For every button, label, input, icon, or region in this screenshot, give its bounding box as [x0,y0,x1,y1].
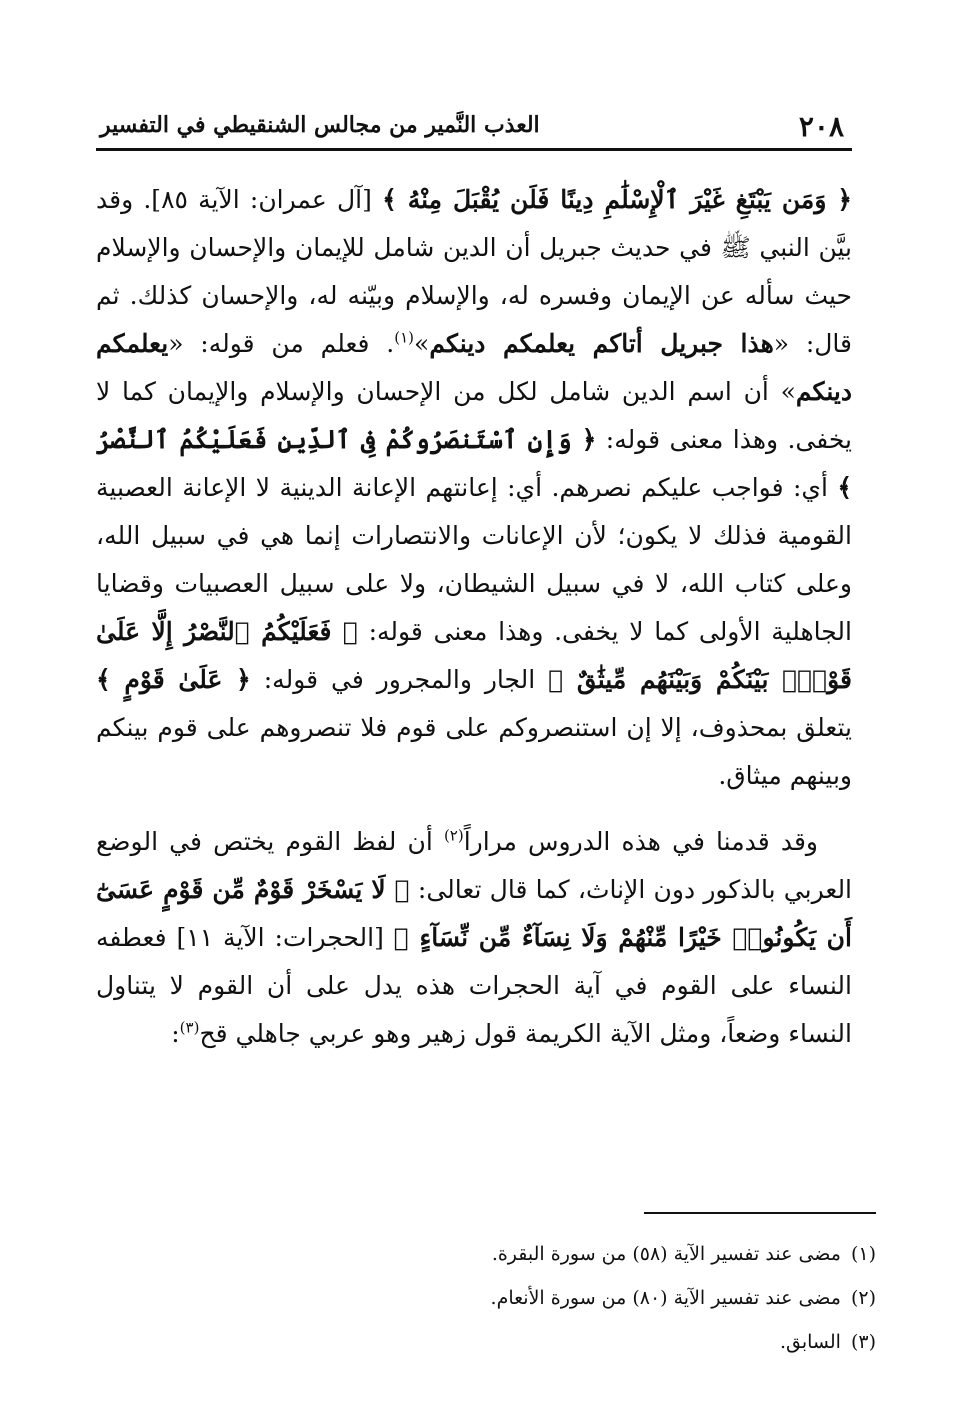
text-run: » أن اسم الدين شامل لكل من الإحسان والإسلام والإيمان كما لا يخفى. وهذا معنى قوله: [96,377,852,454]
hadith-quote: يعلمكم دينكم [96,329,852,406]
footnote-number: (١) [850,1243,876,1265]
footnote-1 [120,1232,876,1276]
running-title: العذب النَّمير من مجالس الشنقيطي في التفسير [100,112,540,138]
footnotes [120,1232,876,1364]
page-number: ٢٠٨ [798,110,844,143]
paragraph-1 [96,176,852,800]
text-run: . فعلم من قوله: « [168,329,395,358]
quran-verse: ﴿ عَلَىٰ قَوْمٍ ﴾ [96,665,251,694]
footnote-3 [120,1320,876,1364]
footnote-text: السابق. [779,1331,841,1353]
quran-verse: ﴿ فَعَلَيْكُمُ ٱلنَّصْرُ إِلَّا عَلَىٰ قَوْمٍۭ بَيْنَكُمْ وَبَيْنَهُم مِّيثَٰقٌ ﴾ [96,617,852,694]
quran-verse: ﴿ وَمَن يَبْتَغِ غَيْرَ ٱلْإِسْلَٰمِ دِينًا فَلَن يُقْبَلَ مِنْهُ ﴾ [382,185,853,214]
footnote-ref-1[interactable]: (١) [394,328,415,347]
main-text [96,176,852,1058]
quran-verse: ﴿ لَا يَسْخَرْ قَوْمٌ مِّن قَوْمٍ عَسَىٰٓ أَن يَكُونُوا۟ خَيْرًا مِّنْهُمْ وَلَا نِسَآءٌ مِّن نِّسَآءٍ ﴾ [96,875,852,952]
text-run: : [171,1019,180,1048]
hadith-quote: هذا جبريل أتاكم يعلمكم دينكم [429,329,774,358]
footnote-number: (٢) [850,1287,876,1309]
text-run: » [414,329,430,358]
footnote-separator [644,1212,876,1214]
text-run: وقد قدمنا في هذه الدروس مراراً [463,827,818,856]
footnote-text: مضى عند تفسير الآية (٨٠) من سورة الأنعام. [490,1287,841,1309]
footnote-number: (٣) [850,1331,876,1353]
footnote-ref-2[interactable]: (٢) [443,826,464,845]
footnote-ref-3[interactable]: (٣) [179,1018,200,1037]
page-header [96,104,852,151]
text-run: أي: فواجب عليكم نصرهم. أي: إعانتهم الإعانة الدينية لا الإعانة العصبية القومية فذلك لا يكون؛ لأن الإعانات والانتصارات إنما هي في سبيل الله، وعلى كتاب الله، لا في سبيل الشيطان، ولا على سبيل العصبيات وقضايا الجاهلية الأولى كما لا يخفى. وهذا معنى قوله: [96,473,852,646]
paragraph-2 [96,818,852,1058]
text-run: أن لفظ القوم يختص في الوضع العربي بالذكور دون الإناث، كما قال تعالى: [96,827,853,904]
quran-verse: ﴿ وَإِنِ ٱسْتَنصَرُوكُمْ فِى ٱلدِّينِ فَعَلَيْكُمُ ٱلنَّصْرُ ﴾ [96,425,852,502]
text-run: [الحجرات: الآية ١١] فعطفه النساء على القوم في آية الحجرات هذه يدل على أن القوم لا يتناول النساء وضعاً، ومثل الآية الكريمة قول زهير وهو عربي جاهلي قح [96,923,852,1048]
footnote-text: مضى عند تفسير الآية (٥٨) من سورة البقرة. [491,1243,841,1265]
text-run: [آل عمران: الآية ٨٥]. وقد بيَّن النبي ﷺ في حديث جبريل أن الدين شامل للإيمان والإحسان والإسلام حيث سأله عن الإيمان وفسره له، والإسلام وبيّنه له، والإحسان كذلك. ثم قال: « [96,185,852,358]
text-run: يتعلق بمحذوف، إلا إن استنصروكم على قوم فلا تنصروهم على قوم بينكم وبينهم ميثاق. [96,713,852,790]
footnote-2 [120,1276,876,1320]
text-run: الجار والمجرور في قوله: [250,665,549,694]
